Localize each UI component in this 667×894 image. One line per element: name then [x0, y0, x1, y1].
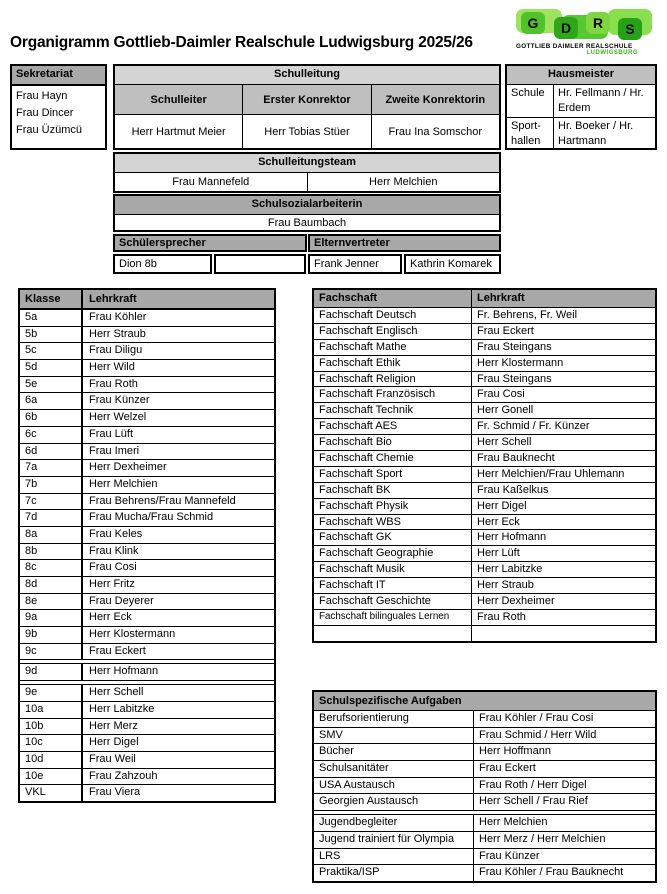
- lehrkraft-cell: Frau Schmid / Herr Wild: [479, 728, 597, 741]
- lehrkraft-cell: Frau Diligu: [89, 344, 143, 357]
- klasse-cell: 6b: [20, 410, 83, 426]
- aufgabe-cell: SMV: [314, 728, 474, 744]
- table-row: [20, 735, 274, 752]
- aufgabe-cell: Schulsanitäter: [314, 761, 474, 777]
- klasse-cell: 7a: [20, 460, 83, 476]
- logo-letter-tile: [521, 12, 545, 34]
- fachschaft-cell: Fachschaft Mathe: [314, 340, 472, 355]
- lehrkraft-cell: Herr Straub: [477, 579, 534, 592]
- lehrkraft-cell: Frau Eckert: [477, 324, 534, 337]
- lehrkraft-cell: Herr Digel: [89, 736, 139, 749]
- aufgabe-cell: USA Austausch: [314, 778, 474, 794]
- table-row: [20, 343, 274, 360]
- staff-name: Frau Baumbach: [267, 217, 347, 229]
- lehrkraft-cell: Frau Eckert: [479, 762, 536, 775]
- column-header-fachschaft: Fachschaft: [314, 290, 472, 307]
- lehrkraft-cell: Herr Melchien/Frau Uhlemann: [477, 467, 625, 480]
- logo-letter-tile: [586, 12, 610, 34]
- table-row: [20, 527, 274, 544]
- aufgaben-table: [312, 690, 657, 883]
- lehrkraft-cell: Frau Steingans: [477, 372, 552, 385]
- table-row: [20, 644, 274, 661]
- table-row: [20, 327, 274, 344]
- table-row: [314, 387, 655, 403]
- table-row: [507, 85, 655, 118]
- klasse-cell: 9a: [20, 610, 83, 626]
- fachschaft-cell: Fachschaft Französisch: [314, 387, 472, 402]
- fachschaft-cell: Fachschaft bilinguales Lernen: [314, 610, 472, 625]
- klasse-cell: 9e: [20, 685, 83, 701]
- aufgabe-cell: Praktika/ISP: [314, 865, 474, 881]
- table-row: [314, 356, 655, 372]
- lehrkraft-cell: Frau Künzer: [89, 394, 150, 407]
- table-row: [20, 594, 274, 611]
- lehrkraft-cell: Frau Behrens/Frau Mannefeld: [89, 494, 236, 507]
- fachschaft-cell: Fachschaft Ethik: [314, 356, 472, 371]
- staff-name: Frau Mannefeld: [115, 173, 308, 191]
- table-row: [20, 560, 274, 577]
- table-row: [314, 451, 655, 467]
- lehrkraft-cell: Frau Imeri: [89, 444, 140, 457]
- lehrkraft-cell: Frau Weil: [89, 752, 136, 765]
- lehrkraft-cell: Frau Mucha/Frau Schmid: [89, 511, 214, 524]
- lehrkraft-cell: Frau Cosi: [89, 561, 137, 574]
- table-row: [314, 308, 655, 324]
- elternvertreter-entry: Kathrin Komarek: [404, 254, 501, 274]
- lehrkraft-cell: Herr Schell: [477, 436, 532, 449]
- klasse-cell: 7d: [20, 510, 83, 526]
- table-row: [20, 410, 274, 427]
- table-row: [314, 324, 655, 340]
- fachschaft-cell: Fachschaft BK: [314, 483, 472, 498]
- table-row: [20, 477, 274, 494]
- fachschaft-cell: Fachschaft Physik: [314, 499, 472, 514]
- klasse-cell: 8e: [20, 594, 83, 610]
- sekretariat-members: [12, 86, 105, 141]
- staff-name: Frau Üzümcü: [16, 124, 83, 136]
- fachschaft-cell: [314, 626, 472, 641]
- schulsozialarbeiterin-box: [113, 194, 501, 232]
- lehrkraft-cell: Frau Roth: [89, 377, 138, 390]
- table-row: [314, 546, 655, 562]
- lehrkraft-cell: Herr Eck: [89, 611, 132, 624]
- table-row: [314, 610, 655, 626]
- fachschaft-cell: Fachschaft Chemie: [314, 451, 472, 466]
- table-row: [20, 544, 274, 561]
- lehrkraft-cell: Herr Lüft: [477, 547, 520, 560]
- klasse-cell: 6c: [20, 427, 83, 443]
- fachschaft-cell: Fachschaft Geographie: [314, 546, 472, 561]
- aufgabe-cell: Georgien Austausch: [314, 794, 474, 810]
- table-row: [314, 483, 655, 499]
- lehrkraft-cell: Frau Klink: [89, 544, 139, 557]
- table-row: [314, 530, 655, 546]
- aufgabe-cell: Jugendbegleiter: [314, 815, 474, 831]
- lehrkraft-cell: Frau Viera: [89, 786, 141, 799]
- lehrkraft-cell: Frau Kaßelkus: [477, 483, 549, 496]
- table-row: [314, 832, 655, 849]
- table-row: [314, 794, 655, 811]
- fachschaft-cell: Fachschaft AES: [314, 419, 472, 434]
- klasse-cell: 10d: [20, 752, 83, 768]
- lehrkraft-cell: Fr. Schmid / Fr. Künzer: [477, 420, 590, 433]
- lehrkraft-cell: Herr Labitzke: [89, 702, 155, 715]
- table-row: [314, 626, 655, 641]
- klasse-cell: 5c: [20, 343, 83, 359]
- lehrkraft-cell: Herr Digel: [477, 499, 527, 512]
- lehrkraft-cell: Frau Deyerer: [89, 594, 154, 607]
- klasse-cell: 5e: [20, 377, 83, 393]
- fachschaft-table: [312, 288, 657, 643]
- logo-letter: D: [560, 20, 572, 36]
- klasse-cell: 8a: [20, 527, 83, 543]
- fachschaft-cell: Fachschaft Religion: [314, 372, 472, 387]
- elternvertreter-entry: Frank Jenner: [308, 254, 402, 274]
- logo-letter: G: [527, 15, 539, 31]
- lehrkraft-cell: Herr Hofmann: [477, 531, 547, 544]
- lehrkraft-cell: Frau Cosi: [477, 388, 525, 401]
- table-row: [20, 663, 274, 681]
- table-row: [20, 310, 274, 327]
- table-row: [20, 393, 274, 410]
- schulleitung-name-row: [115, 115, 499, 148]
- staff-name: Frau Ina Somschor: [388, 125, 483, 138]
- lehrkraft-cell: Herr Klostermann: [477, 356, 564, 369]
- area-cell: Schule: [507, 85, 554, 117]
- table-row: [20, 577, 274, 594]
- klasse-cell: 8b: [20, 544, 83, 560]
- schuelersprecher-header: Schülersprecher: [113, 234, 307, 252]
- lehrkraft-cell: Herr Schell: [89, 686, 144, 699]
- lehrkraft-cell: Herr Wild: [89, 361, 135, 374]
- staff-name: Herr Hartmut Meier: [115, 115, 243, 148]
- fachschaft-cell: Fachschaft Technik: [314, 403, 472, 418]
- schulleitung-header: Schulleitung: [115, 66, 499, 85]
- klasse-cell: 10b: [20, 719, 83, 735]
- lehrkraft-cell: Herr Welzel: [89, 411, 147, 424]
- fachschaft-cell: Fachschaft GK: [314, 530, 472, 545]
- table-row: [314, 865, 655, 881]
- table-row: [314, 744, 655, 761]
- klasse-cell: 5a: [20, 310, 83, 326]
- table-row: [314, 515, 655, 531]
- schuelersprecher-entry-empty: [214, 254, 306, 274]
- aufgabe-cell: Jugend trainiert für Olympia: [314, 832, 474, 848]
- klasse-cell: VKL: [20, 785, 83, 801]
- logo-letter-tile: [618, 18, 642, 40]
- lehrkraft-cell: Fr. Behrens, Fr. Weil: [477, 309, 578, 321]
- table-row: [314, 761, 655, 778]
- table-row: [314, 778, 655, 795]
- lehrkraft-cell: [472, 626, 655, 641]
- klasse-cell: 8c: [20, 560, 83, 576]
- lehrkraft-cell: Frau Steingans: [477, 340, 552, 353]
- aufgaben-table-body: [314, 711, 655, 881]
- lehrkraft-cell: Frau Eckert: [89, 644, 146, 657]
- klasse-cell: 10e: [20, 769, 83, 785]
- hausmeister-rows: [507, 85, 655, 150]
- schulleitung-role-row: [115, 85, 499, 115]
- table-row: [314, 814, 655, 832]
- logo-tiles: [516, 8, 654, 41]
- lehrkraft-cell: Herr Fritz: [89, 578, 135, 590]
- lehrkraft-cell: Frau Köhler / Frau Bauknecht: [479, 866, 624, 879]
- klasse-cell: 9d: [20, 664, 83, 680]
- table-row: [20, 444, 274, 461]
- lehrkraft-cell: Herr Klostermann: [89, 628, 176, 641]
- schulsozialarbeiterin-header: Schulsozialarbeiterin: [115, 196, 499, 215]
- fachschaft-cell: Fachschaft Geschichte: [314, 594, 472, 609]
- fachschaft-cell: Fachschaft Musik: [314, 562, 472, 577]
- table-row: [20, 769, 274, 786]
- lehrkraft-cell: Herr Hofmann: [89, 665, 159, 678]
- lehrkraft-cell: Herr Melchien: [89, 477, 158, 490]
- table-row: [20, 752, 274, 769]
- table-row: [314, 594, 655, 610]
- aufgabe-cell: Berufsorientierung: [314, 711, 474, 727]
- table-row: [507, 118, 655, 150]
- table-row: [20, 510, 274, 527]
- table-row: [314, 728, 655, 745]
- lehrkraft-cell: Frau Keles: [89, 527, 143, 540]
- sekretariat-header: Sekretariat: [12, 66, 105, 86]
- table-row: [314, 562, 655, 578]
- klasse-cell: 9c: [20, 644, 83, 660]
- lehrkraft-cell: Frau Roth: [477, 610, 526, 623]
- lehrkraft-cell: Herr Labitzke: [477, 563, 543, 576]
- lehrkraft-cell: Frau Künzer: [479, 849, 540, 862]
- lehrkraft-cell: Herr Straub: [89, 327, 146, 340]
- lehrkraft-cell: Herr Gonell: [477, 404, 534, 417]
- fachschaft-cell: Fachschaft Sport: [314, 467, 472, 482]
- table-row: [314, 419, 655, 435]
- table-row: [314, 499, 655, 515]
- table-row: [20, 684, 274, 702]
- lehrkraft-cell: Frau Lüft: [89, 427, 134, 440]
- logo-letter-tile: [554, 17, 578, 39]
- klasse-cell: 5b: [20, 327, 83, 343]
- staff-name: Herr Tobias Stüer: [243, 115, 371, 148]
- hausmeister-header: Hausmeister: [507, 66, 655, 85]
- klassen-table: [18, 288, 276, 803]
- fachschaft-cell: Fachschaft Englisch: [314, 324, 472, 339]
- table-row: [314, 435, 655, 451]
- lehrkraft-cell: Herr Merz: [89, 719, 138, 732]
- table-row: [20, 360, 274, 377]
- lehrkraft-cell: Frau Köhler / Frau Cosi: [479, 712, 594, 724]
- lehrkraft-cell: Herr Eck: [477, 515, 520, 528]
- klassen-table-body: [20, 310, 274, 801]
- sekretariat-box: [10, 64, 107, 150]
- staff-name: Frau Dincer: [16, 107, 74, 119]
- role-header-cell: Erster Konrektor: [243, 85, 371, 114]
- schuelersprecher-entry: Dion 8b: [113, 254, 212, 274]
- table-row: [20, 494, 274, 511]
- table-row: [20, 719, 274, 736]
- aufgabe-cell: LRS: [314, 849, 474, 865]
- table-row: [314, 340, 655, 356]
- column-header-lehrkraft: Lehrkraft: [477, 292, 525, 304]
- role-header-cell: Zweite Konrektorin: [372, 85, 499, 114]
- table-row: [314, 372, 655, 388]
- schulleitungsteam-header: Schulleitungsteam: [115, 154, 499, 173]
- klasse-cell: 9b: [20, 627, 83, 643]
- klasse-cell: 5d: [20, 360, 83, 376]
- table-row: [20, 702, 274, 719]
- fachschaft-cell: Fachschaft WBS: [314, 515, 472, 530]
- table-row: [20, 627, 274, 644]
- fachschaft-cell: Fachschaft Deutsch: [314, 308, 472, 323]
- table-row: [314, 849, 655, 866]
- table-row: [20, 427, 274, 444]
- schulleitungsteam-members: [115, 173, 499, 191]
- klasse-cell: 6a: [20, 393, 83, 409]
- staff-name: Hr. Fellmann / Hr. Erdem: [558, 87, 644, 114]
- role-header-cell: Schulleiter: [115, 85, 243, 114]
- aufgabe-cell: Bücher: [314, 744, 474, 760]
- klasse-cell: 8d: [20, 577, 83, 593]
- klasse-cell: 7c: [20, 494, 83, 510]
- lehrkraft-cell: Herr Dexheimer: [477, 595, 555, 608]
- klasse-cell: 7b: [20, 477, 83, 493]
- fachschaft-table-body: [314, 308, 655, 641]
- column-header-lehrkraft: Lehrkraft: [89, 293, 137, 305]
- aufgaben-table-header: Schulspezifische Aufgaben: [314, 692, 655, 711]
- logo-city-name: LUDWIGSBURG: [586, 50, 638, 56]
- elternvertreter-header: Elternvertreter: [308, 234, 501, 252]
- table-row: [314, 467, 655, 483]
- lehrkraft-cell: Herr Melchien: [479, 816, 548, 829]
- klasse-cell: 10a: [20, 702, 83, 718]
- schulleitung-box: [113, 64, 501, 150]
- lehrkraft-cell: Herr Schell / Frau Rief: [479, 795, 588, 808]
- logo-school-name: GOTTLIEB DAIMLER REALSCHULE: [516, 43, 633, 50]
- lehrkraft-cell: Herr Dexheimer: [89, 461, 167, 474]
- school-logo: [516, 8, 654, 58]
- fachschaft-cell: Fachschaft IT: [314, 578, 472, 593]
- klasse-cell: 10c: [20, 735, 83, 751]
- lehrkraft-cell: Frau Roth / Herr Digel: [479, 778, 587, 791]
- lehrkraft-cell: Frau Zahzouh: [89, 769, 158, 782]
- table-row: [20, 377, 274, 394]
- lehrkraft-cell: Herr Hoffmann: [479, 745, 551, 758]
- lehrkraft-cell: Herr Merz / Herr Melchien: [479, 832, 606, 845]
- table-row: [314, 403, 655, 419]
- table-row: [314, 578, 655, 594]
- page-title: Organigramm Gottlieb-Daimler Realschule Ludwigsburg 2025/26: [10, 34, 473, 51]
- hausmeister-box: [505, 64, 657, 150]
- lehrkraft-cell: Frau Köhler: [89, 311, 147, 323]
- klasse-cell: 6d: [20, 444, 83, 460]
- column-header-klasse: Klasse: [20, 290, 83, 308]
- staff-name: Herr Melchien: [369, 176, 438, 188]
- table-row: [20, 610, 274, 627]
- table-row: [20, 460, 274, 477]
- staff-name: Frau Hayn: [16, 90, 68, 102]
- table-row: [314, 711, 655, 728]
- fachschaft-cell: Fachschaft Bio: [314, 435, 472, 450]
- staff-name: Hr. Boeker / Hr. Hartmann: [558, 120, 634, 147]
- table-row: [20, 785, 274, 801]
- fachschaft-table-header: [314, 290, 655, 308]
- logo-letter: R: [592, 15, 604, 31]
- lehrkraft-cell: Frau Bauknecht: [477, 452, 555, 465]
- klassen-table-header: [20, 290, 274, 310]
- logo-letter: S: [625, 21, 635, 37]
- schulleitungsteam-box: [113, 152, 501, 193]
- area-cell: Sport-hallen: [507, 118, 554, 150]
